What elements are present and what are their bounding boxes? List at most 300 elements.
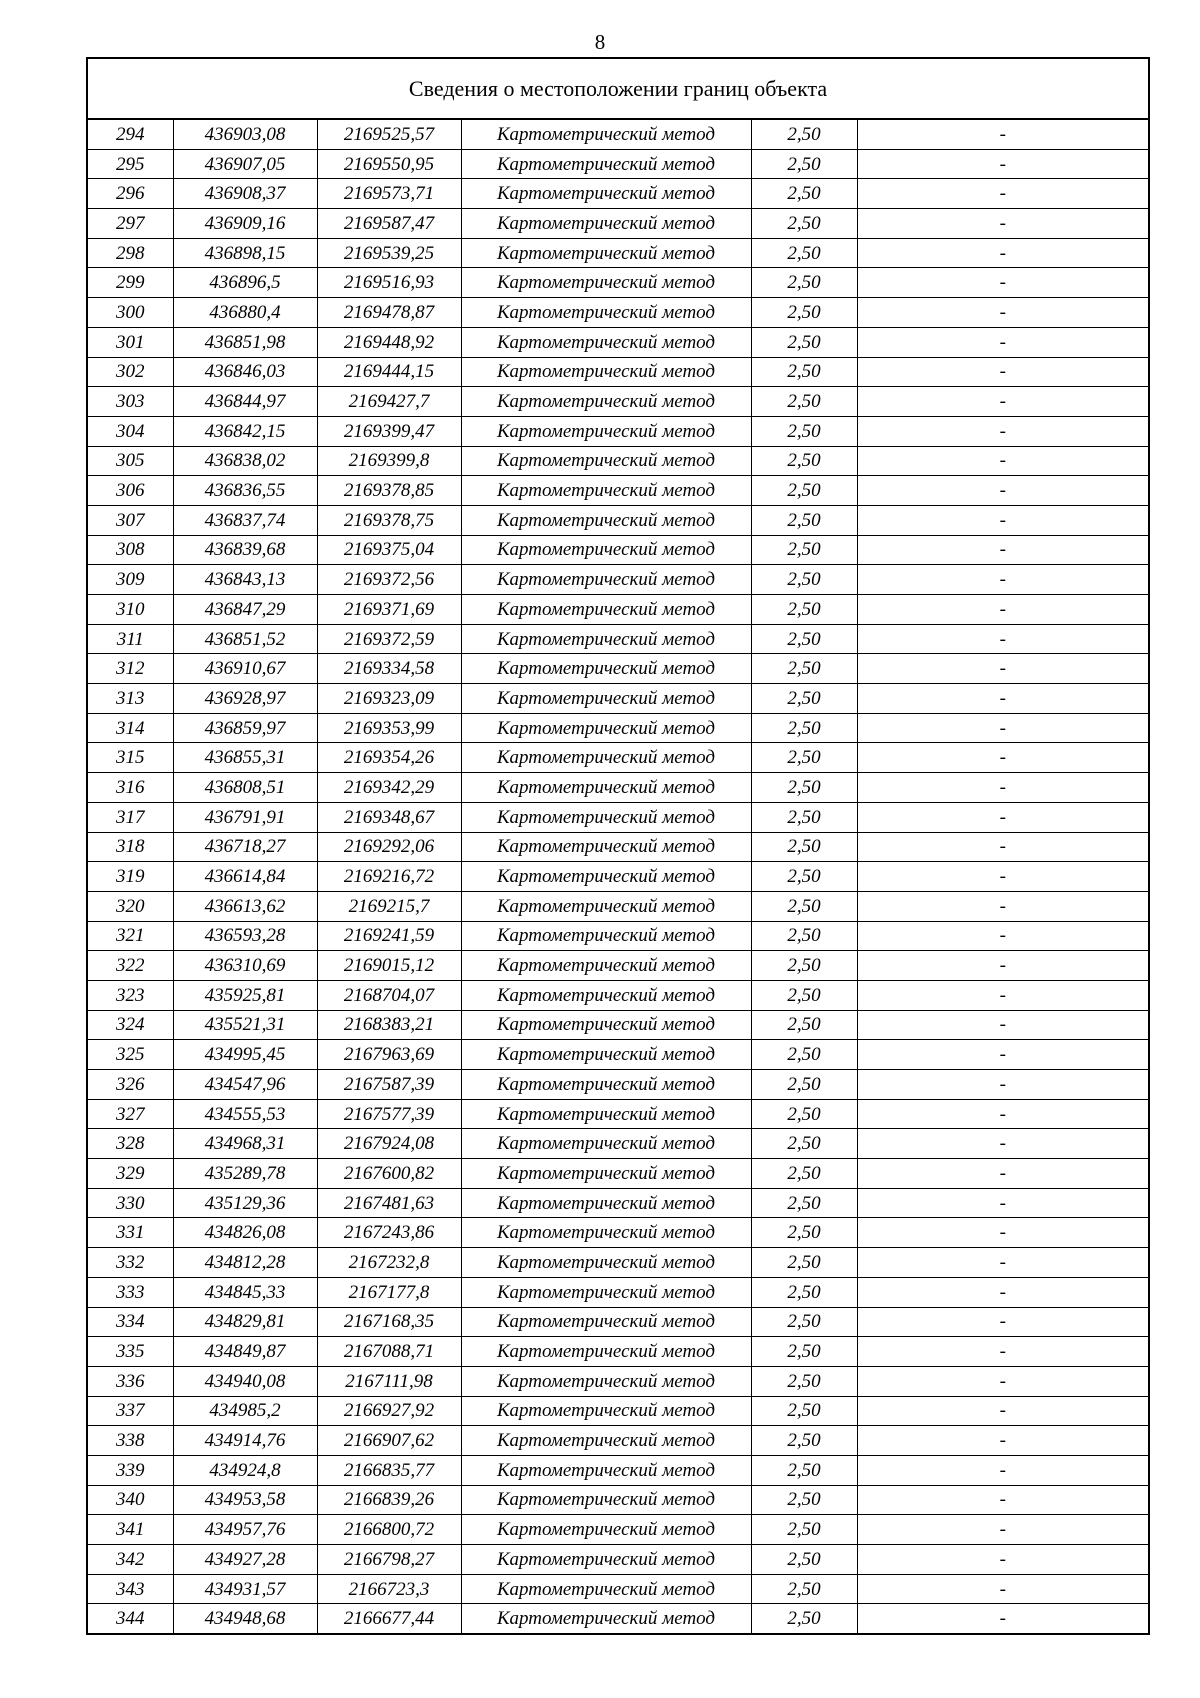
method-cell: Картометрический метод [461,1099,751,1129]
method-cell: Картометрический метод [461,832,751,862]
method-cell: Картометрический метод [461,1426,751,1456]
table-row [87,1366,1149,1396]
x-coordinate-cell: 436839,68 [173,535,317,565]
table-row [87,1129,1149,1159]
accuracy-cell: 2,50 [751,743,857,773]
point-number-cell: 315 [87,743,173,773]
description-cell: - [857,1040,1149,1070]
method-cell: Картометрический метод [461,951,751,981]
description-cell: - [857,980,1149,1010]
accuracy-cell: 2,50 [751,862,857,892]
x-coordinate-cell: 436851,52 [173,624,317,654]
x-coordinate-cell: 436909,16 [173,209,317,239]
method-cell: Картометрический метод [461,1248,751,1278]
x-coordinate-cell: 436907,05 [173,149,317,179]
x-coordinate-cell: 436614,84 [173,862,317,892]
method-cell: Картометрический метод [461,387,751,417]
description-cell: - [857,179,1149,209]
accuracy-cell: 2,50 [751,1545,857,1575]
point-number-cell: 337 [87,1396,173,1426]
method-cell: Картометрический метод [461,1129,751,1159]
description-cell: - [857,862,1149,892]
table-row [87,862,1149,892]
y-coordinate-cell: 2169241,59 [317,921,461,951]
x-coordinate-cell: 434826,08 [173,1218,317,1248]
description-cell: - [857,684,1149,714]
point-number-cell: 343 [87,1574,173,1604]
boundary-coordinates-table [86,57,1150,1635]
x-coordinate-cell: 435521,31 [173,1010,317,1040]
accuracy-cell: 2,50 [751,624,857,654]
y-coordinate-cell: 2169372,56 [317,565,461,595]
point-number-cell: 326 [87,1070,173,1100]
x-coordinate-cell: 436808,51 [173,773,317,803]
description-cell: - [857,1307,1149,1337]
x-coordinate-cell: 436791,91 [173,802,317,832]
description-cell: - [857,209,1149,239]
point-number-cell: 334 [87,1307,173,1337]
point-number-cell: 317 [87,802,173,832]
table-row [87,1070,1149,1100]
point-number-cell: 304 [87,416,173,446]
table-row [87,1604,1149,1634]
x-coordinate-cell: 434555,53 [173,1099,317,1129]
description-cell: - [857,357,1149,387]
point-number-cell: 300 [87,298,173,328]
y-coordinate-cell: 2167587,39 [317,1070,461,1100]
y-coordinate-cell: 2169573,71 [317,179,461,209]
x-coordinate-cell: 436859,97 [173,713,317,743]
description-cell: - [857,505,1149,535]
point-number-cell: 308 [87,535,173,565]
point-number-cell: 298 [87,238,173,268]
point-number-cell: 328 [87,1129,173,1159]
x-coordinate-cell: 434931,57 [173,1574,317,1604]
y-coordinate-cell: 2169375,04 [317,535,461,565]
description-cell: - [857,238,1149,268]
x-coordinate-cell: 436855,31 [173,743,317,773]
table-row [87,1159,1149,1189]
x-coordinate-cell: 436851,98 [173,327,317,357]
table-row [87,1455,1149,1485]
point-number-cell: 303 [87,387,173,417]
accuracy-cell: 2,50 [751,1159,857,1189]
y-coordinate-cell: 2167963,69 [317,1040,461,1070]
method-cell: Картометрический метод [461,1070,751,1100]
y-coordinate-cell: 2167088,71 [317,1337,461,1367]
y-coordinate-cell: 2169372,59 [317,624,461,654]
y-coordinate-cell: 2167177,8 [317,1277,461,1307]
accuracy-cell: 2,50 [751,268,857,298]
accuracy-cell: 2,50 [751,357,857,387]
description-cell: - [857,713,1149,743]
description-cell: - [857,1129,1149,1159]
point-number-cell: 294 [87,119,173,149]
method-cell: Картометрический метод [461,1455,751,1485]
accuracy-cell: 2,50 [751,802,857,832]
accuracy-cell: 2,50 [751,1099,857,1129]
description-cell: - [857,1277,1149,1307]
x-coordinate-cell: 434957,76 [173,1515,317,1545]
method-cell: Картометрический метод [461,595,751,625]
description-cell: - [857,1010,1149,1040]
accuracy-cell: 2,50 [751,713,857,743]
description-cell: - [857,951,1149,981]
x-coordinate-cell: 434914,76 [173,1426,317,1456]
table-row [87,298,1149,328]
table-row [87,238,1149,268]
point-number-cell: 322 [87,951,173,981]
table-row [87,119,1149,149]
description-cell: - [857,1396,1149,1426]
description-cell: - [857,327,1149,357]
accuracy-cell: 2,50 [751,921,857,951]
method-cell: Картометрический метод [461,1159,751,1189]
y-coordinate-cell: 2169015,12 [317,951,461,981]
accuracy-cell: 2,50 [751,1604,857,1634]
description-cell: - [857,1159,1149,1189]
table-row [87,327,1149,357]
accuracy-cell: 2,50 [751,1188,857,1218]
x-coordinate-cell: 434968,31 [173,1129,317,1159]
method-cell: Картометрический метод [461,802,751,832]
y-coordinate-cell: 2166907,62 [317,1426,461,1456]
table-row [87,802,1149,832]
table-row [87,209,1149,239]
y-coordinate-cell: 2168383,21 [317,1010,461,1040]
description-cell: - [857,1485,1149,1515]
method-cell: Картометрический метод [461,1188,751,1218]
method-cell: Картометрический метод [461,1396,751,1426]
accuracy-cell: 2,50 [751,179,857,209]
x-coordinate-cell: 434812,28 [173,1248,317,1278]
y-coordinate-cell: 2169525,57 [317,119,461,149]
x-coordinate-cell: 436843,13 [173,565,317,595]
method-cell: Картометрический метод [461,1040,751,1070]
table-row [87,951,1149,981]
description-cell: - [857,446,1149,476]
x-coordinate-cell: 436836,55 [173,476,317,506]
accuracy-cell: 2,50 [751,1248,857,1278]
y-coordinate-cell: 2169478,87 [317,298,461,328]
point-number-cell: 335 [87,1337,173,1367]
accuracy-cell: 2,50 [751,298,857,328]
x-coordinate-cell: 436842,15 [173,416,317,446]
table-row [87,832,1149,862]
accuracy-cell: 2,50 [751,1337,857,1367]
accuracy-cell: 2,50 [751,980,857,1010]
description-cell: - [857,773,1149,803]
point-number-cell: 318 [87,832,173,862]
table-row [87,773,1149,803]
table-row [87,416,1149,446]
accuracy-cell: 2,50 [751,476,857,506]
point-number-cell: 305 [87,446,173,476]
table-row [87,1307,1149,1337]
point-number-cell: 330 [87,1188,173,1218]
table-row [87,357,1149,387]
y-coordinate-cell: 2169427,7 [317,387,461,417]
y-coordinate-cell: 2166835,77 [317,1455,461,1485]
x-coordinate-cell: 436880,4 [173,298,317,328]
point-number-cell: 313 [87,684,173,714]
description-cell: - [857,565,1149,595]
method-cell: Картометрический метод [461,535,751,565]
accuracy-cell: 2,50 [751,891,857,921]
x-coordinate-cell: 434940,08 [173,1366,317,1396]
method-cell: Картометрический метод [461,416,751,446]
y-coordinate-cell: 2167232,8 [317,1248,461,1278]
y-coordinate-cell: 2167111,98 [317,1366,461,1396]
description-cell: - [857,298,1149,328]
method-cell: Картометрический метод [461,862,751,892]
method-cell: Картометрический метод [461,1574,751,1604]
method-cell: Картометрический метод [461,327,751,357]
table-row [87,268,1149,298]
description-cell: - [857,416,1149,446]
method-cell: Картометрический метод [461,505,751,535]
description-cell: - [857,476,1149,506]
method-cell: Картометрический метод [461,446,751,476]
accuracy-cell: 2,50 [751,1218,857,1248]
method-cell: Картометрический метод [461,654,751,684]
point-number-cell: 319 [87,862,173,892]
description-cell: - [857,595,1149,625]
description-cell: - [857,921,1149,951]
y-coordinate-cell: 2167924,08 [317,1129,461,1159]
table-row [87,1574,1149,1604]
x-coordinate-cell: 436310,69 [173,951,317,981]
x-coordinate-cell: 436898,15 [173,238,317,268]
point-number-cell: 323 [87,980,173,1010]
method-cell: Картометрический метод [461,1307,751,1337]
method-cell: Картометрический метод [461,357,751,387]
method-cell: Картометрический метод [461,209,751,239]
table-row [87,1188,1149,1218]
accuracy-cell: 2,50 [751,1129,857,1159]
point-number-cell: 311 [87,624,173,654]
y-coordinate-cell: 2166800,72 [317,1515,461,1545]
method-cell: Картометрический метод [461,1515,751,1545]
y-coordinate-cell: 2166927,92 [317,1396,461,1426]
accuracy-cell: 2,50 [751,1010,857,1040]
point-number-cell: 338 [87,1426,173,1456]
x-coordinate-cell: 435289,78 [173,1159,317,1189]
point-number-cell: 299 [87,268,173,298]
x-coordinate-cell: 434985,2 [173,1396,317,1426]
x-coordinate-cell: 434547,96 [173,1070,317,1100]
method-cell: Картометрический метод [461,1277,751,1307]
y-coordinate-cell: 2168704,07 [317,980,461,1010]
accuracy-cell: 2,50 [751,773,857,803]
table-title-row [87,58,1149,119]
accuracy-cell: 2,50 [751,416,857,446]
description-cell: - [857,654,1149,684]
x-coordinate-cell: 434924,8 [173,1455,317,1485]
y-coordinate-cell: 2169516,93 [317,268,461,298]
point-number-cell: 331 [87,1218,173,1248]
table-row [87,446,1149,476]
x-coordinate-cell: 436896,5 [173,268,317,298]
table-row [87,624,1149,654]
accuracy-cell: 2,50 [751,1396,857,1426]
accuracy-cell: 2,50 [751,1040,857,1070]
y-coordinate-cell: 2169353,99 [317,713,461,743]
accuracy-cell: 2,50 [751,951,857,981]
method-cell: Картометрический метод [461,921,751,951]
y-coordinate-cell: 2169587,47 [317,209,461,239]
table-row [87,505,1149,535]
point-number-cell: 297 [87,209,173,239]
point-number-cell: 320 [87,891,173,921]
x-coordinate-cell: 435129,36 [173,1188,317,1218]
table-row [87,1010,1149,1040]
description-cell: - [857,1426,1149,1456]
accuracy-cell: 2,50 [751,1426,857,1456]
point-number-cell: 312 [87,654,173,684]
x-coordinate-cell: 436718,27 [173,832,317,862]
accuracy-cell: 2,50 [751,1307,857,1337]
y-coordinate-cell: 2169550,95 [317,149,461,179]
table-row [87,1040,1149,1070]
method-cell: Картометрический метод [461,1604,751,1634]
point-number-cell: 316 [87,773,173,803]
y-coordinate-cell: 2169292,06 [317,832,461,862]
accuracy-cell: 2,50 [751,505,857,535]
description-cell: - [857,624,1149,654]
point-number-cell: 314 [87,713,173,743]
y-coordinate-cell: 2169539,25 [317,238,461,268]
description-cell: - [857,1248,1149,1278]
x-coordinate-cell: 436838,02 [173,446,317,476]
y-coordinate-cell: 2169323,09 [317,684,461,714]
method-cell: Картометрический метод [461,238,751,268]
table-row [87,1099,1149,1129]
x-coordinate-cell: 434927,28 [173,1545,317,1575]
table-row [87,684,1149,714]
table-row [87,921,1149,951]
accuracy-cell: 2,50 [751,1574,857,1604]
table-row [87,743,1149,773]
y-coordinate-cell: 2169215,7 [317,891,461,921]
table-row [87,595,1149,625]
accuracy-cell: 2,50 [751,654,857,684]
y-coordinate-cell: 2166798,27 [317,1545,461,1575]
y-coordinate-cell: 2167243,86 [317,1218,461,1248]
table-row [87,149,1149,179]
method-cell: Картометрический метод [461,119,751,149]
table-row [87,1485,1149,1515]
point-number-cell: 324 [87,1010,173,1040]
x-coordinate-cell: 436903,08 [173,119,317,149]
table-row [87,1248,1149,1278]
description-cell: - [857,268,1149,298]
y-coordinate-cell: 2167481,63 [317,1188,461,1218]
point-number-cell: 332 [87,1248,173,1278]
accuracy-cell: 2,50 [751,149,857,179]
x-coordinate-cell: 434849,87 [173,1337,317,1367]
point-number-cell: 302 [87,357,173,387]
accuracy-cell: 2,50 [751,1277,857,1307]
x-coordinate-cell: 434953,58 [173,1485,317,1515]
description-cell: - [857,1070,1149,1100]
method-cell: Картометрический метод [461,149,751,179]
method-cell: Картометрический метод [461,298,751,328]
description-cell: - [857,1099,1149,1129]
table-row [87,1515,1149,1545]
table-row [87,891,1149,921]
accuracy-cell: 2,50 [751,1366,857,1396]
accuracy-cell: 2,50 [751,1515,857,1545]
x-coordinate-cell: 434948,68 [173,1604,317,1634]
accuracy-cell: 2,50 [751,832,857,862]
method-cell: Картометрический метод [461,1337,751,1367]
x-coordinate-cell: 436928,97 [173,684,317,714]
method-cell: Картометрический метод [461,1218,751,1248]
accuracy-cell: 2,50 [751,209,857,239]
table-row [87,1396,1149,1426]
method-cell: Картометрический метод [461,891,751,921]
description-cell: - [857,891,1149,921]
y-coordinate-cell: 2169354,26 [317,743,461,773]
method-cell: Картометрический метод [461,624,751,654]
description-cell: - [857,1455,1149,1485]
x-coordinate-cell: 436837,74 [173,505,317,535]
point-number-cell: 339 [87,1455,173,1485]
method-cell: Картометрический метод [461,684,751,714]
accuracy-cell: 2,50 [751,238,857,268]
accuracy-cell: 2,50 [751,595,857,625]
description-cell: - [857,1366,1149,1396]
table-row [87,535,1149,565]
y-coordinate-cell: 2167577,39 [317,1099,461,1129]
y-coordinate-cell: 2166723,3 [317,1574,461,1604]
y-coordinate-cell: 2169399,47 [317,416,461,446]
y-coordinate-cell: 2169371,69 [317,595,461,625]
x-coordinate-cell: 436846,03 [173,357,317,387]
description-cell: - [857,743,1149,773]
y-coordinate-cell: 2169348,67 [317,802,461,832]
description-cell: - [857,1188,1149,1218]
y-coordinate-cell: 2169334,58 [317,654,461,684]
table-row [87,179,1149,209]
y-coordinate-cell: 2166677,44 [317,1604,461,1634]
table-row [87,565,1149,595]
description-cell: - [857,119,1149,149]
point-number-cell: 333 [87,1277,173,1307]
description-cell: - [857,1218,1149,1248]
x-coordinate-cell: 434845,33 [173,1277,317,1307]
accuracy-cell: 2,50 [751,387,857,417]
point-number-cell: 327 [87,1099,173,1129]
accuracy-cell: 2,50 [751,1485,857,1515]
table-row [87,1426,1149,1456]
point-number-cell: 296 [87,179,173,209]
description-cell: - [857,1574,1149,1604]
y-coordinate-cell: 2169378,75 [317,505,461,535]
accuracy-cell: 2,50 [751,684,857,714]
table-row [87,1337,1149,1367]
description-cell: - [857,1545,1149,1575]
point-number-cell: 341 [87,1515,173,1545]
accuracy-cell: 2,50 [751,327,857,357]
description-cell: - [857,387,1149,417]
accuracy-cell: 2,50 [751,565,857,595]
method-cell: Картометрический метод [461,1545,751,1575]
table-title: Сведения о местоположении границ объекта [87,58,1149,119]
table-row [87,1277,1149,1307]
description-cell: - [857,802,1149,832]
